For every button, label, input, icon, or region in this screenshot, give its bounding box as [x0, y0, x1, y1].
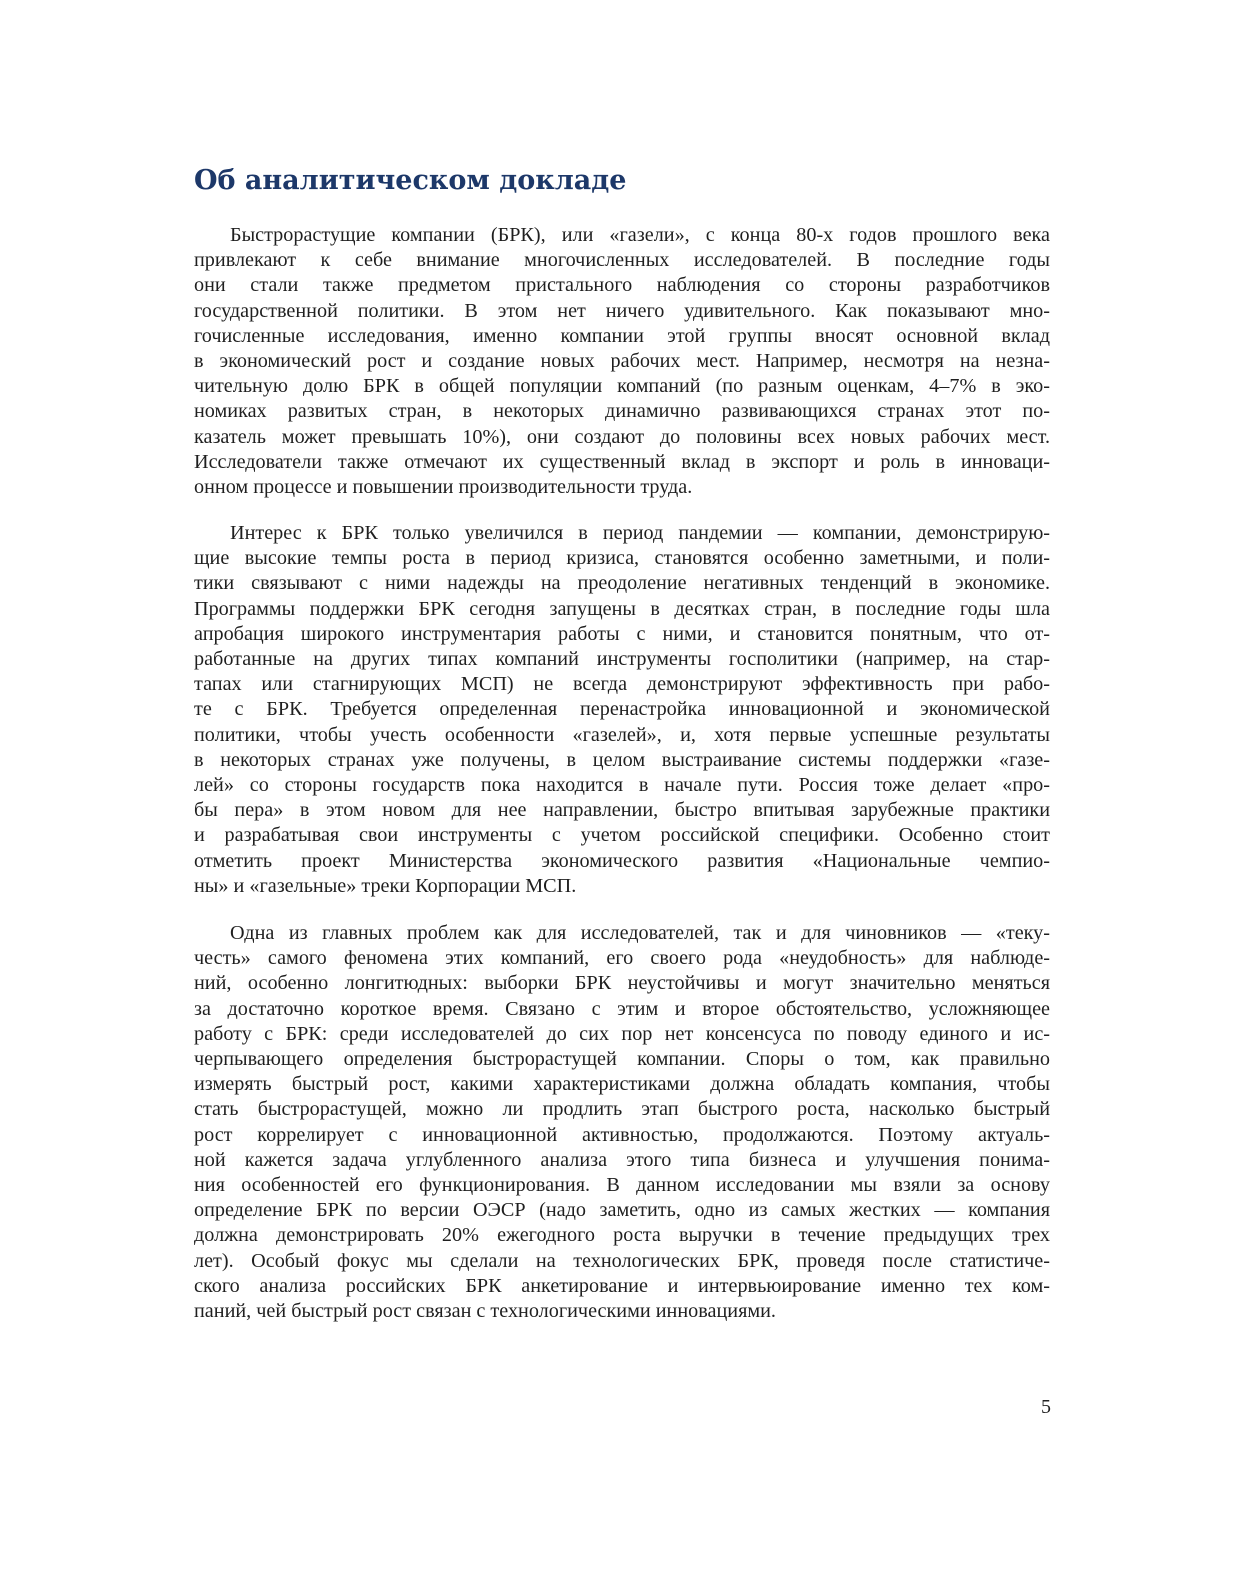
- text-line: гочисленные исследования, именно компании этой группы вносят основной вклад: [194, 324, 1050, 347]
- page-number: 5: [1041, 1396, 1051, 1418]
- paragraph-3: [194, 921, 1050, 1324]
- paragraph-2: [194, 521, 1050, 899]
- text-line: бы пера» в этом новом для нее направлении, быстро впитывая зарубежные практики: [194, 799, 1050, 822]
- text-line: апробация широкого инструментария работы с ними, и становится понятным, что от-: [194, 622, 1050, 645]
- text-line: паний, чей быстрый рост связан с технологическими инновациями.: [194, 1300, 776, 1323]
- text-line: лет). Особый фокус мы сделали на технологических БРК, проведя после статистиче-: [194, 1249, 1050, 1272]
- text-line: привлекают к себе внимание многочисленных исследователей. В последние годы: [194, 249, 1050, 272]
- text-line: ния особенностей его функционирования. В данном исследовании мы взяли за основу: [194, 1174, 1050, 1197]
- text-line: чительную долю БРК в общей популяции компаний (по разным оценкам, 4–7% в эко-: [194, 375, 1050, 398]
- text-line: те с БРК. Требуется определенная перенастройка инновационной и экономической: [194, 698, 1050, 721]
- text-line: Интерес к БРК только увеличился в период пандемии — компании, демонстрирую-: [230, 522, 1050, 544]
- text-line: черпывающего определения быстрорастущей компании. Споры о том, как правильно: [194, 1048, 1050, 1071]
- text-line: отметить проект Министерства экономического развития «Национальные чемпио-: [194, 849, 1050, 872]
- text-line: и разрабатывая свои инструменты с учетом российской специфики. Особенно стоит: [194, 824, 1050, 847]
- text-line: должна демонстрировать 20% ежегодного роста выручки в течение предыдущих трех: [194, 1224, 1050, 1247]
- text-line: ной кажется задача углубленного анализа этого типа бизнеса и улучшения понима-: [194, 1148, 1050, 1171]
- text-line: измерять быстрый рост, какими характеристиками должна обладать компания, чтобы: [194, 1073, 1050, 1096]
- text-line: честь» самого феномена этих компаний, его своего рода «неудобность» для наблюде-: [194, 947, 1050, 970]
- text-line: ны» и «газельные» треки Корпорации МСП.: [194, 874, 577, 897]
- text-line: работу с БРК: среди исследователей до сих пор нет консенсуса по поводу единого и ис-: [194, 1022, 1050, 1045]
- text-line: в некоторых странах уже получены, в целом выстраивание системы поддержки «газе-: [194, 748, 1050, 771]
- text-line: рост коррелирует с инновационной активностью, продолжаются. Поэтому актуаль-: [194, 1123, 1050, 1146]
- text-line: Исследователи также отмечают их существенный вклад в экспорт и роль в инноваци-: [194, 450, 1050, 473]
- text-line: лей» со стороны государств пока находится в начале пути. Россия тоже делает «про-: [194, 774, 1050, 797]
- text-line: казатель может превышать 10%), они создают до половины всех новых рабочих мест.: [194, 425, 1050, 448]
- text-line: ний, особенно лонгитюдных: выборки БРК неустойчивы и могут значительно меняться: [194, 972, 1050, 995]
- text-line: за достаточно короткое время. Связано с этим и второе обстоятельство, усложняющее: [194, 997, 1050, 1020]
- page-title: Об аналитическом докладе: [194, 165, 627, 196]
- text-line: номиках развитых стран, в некоторых динамично развивающихся странах этот по-: [194, 400, 1050, 423]
- text-line: Одна из главных проблем как для исследователей, так и для чиновников — «теку-: [230, 922, 1050, 944]
- text-line: они стали также предметом пристального наблюдения со стороны разработчиков: [194, 274, 1050, 297]
- text-line: стать быстрорастущей, можно ли продлить этап быстрого роста, насколько быстрый: [194, 1098, 1050, 1121]
- paragraph-1: [194, 223, 1050, 500]
- text-line: тики связывают с ними надежды на преодоление негативных тенденций в экономике.: [194, 572, 1050, 595]
- text-line: онном процессе и повышении производительности труда.: [194, 476, 693, 499]
- text-line: ского анализа российских БРК анкетирование и интервьюирование именно тех ком-: [194, 1274, 1050, 1297]
- text-line: Быстрорастущие компании (БРК), или «газели», с конца 80-х годов прошлого века: [230, 224, 1050, 246]
- text-line: в экономический рост и создание новых рабочих мест. Например, несмотря на незна-: [194, 350, 1050, 373]
- text-line: определение БРК по версии ОЭСР (надо заметить, одно из самых жестких — компания: [194, 1199, 1050, 1222]
- text-line: политики, чтобы учесть особенности «газелей», и, хотя первые успешные результаты: [194, 723, 1050, 746]
- text-line: работанные на других типах компаний инструменты госполитики (например, на стар-: [194, 648, 1050, 671]
- text-line: государственной политики. В этом нет ничего удивительного. Как показывают мно-: [194, 299, 1050, 322]
- text-line: Программы поддержки БРК сегодня запущены в десятках стран, в последние годы шла: [194, 597, 1050, 620]
- text-line: тапах или стагнирующих МСП) не всегда демонстрируют эффективность при рабо-: [194, 673, 1050, 696]
- text-line: щие высокие темпы роста в период кризиса, становятся особенно заметными, и поли-: [194, 547, 1050, 570]
